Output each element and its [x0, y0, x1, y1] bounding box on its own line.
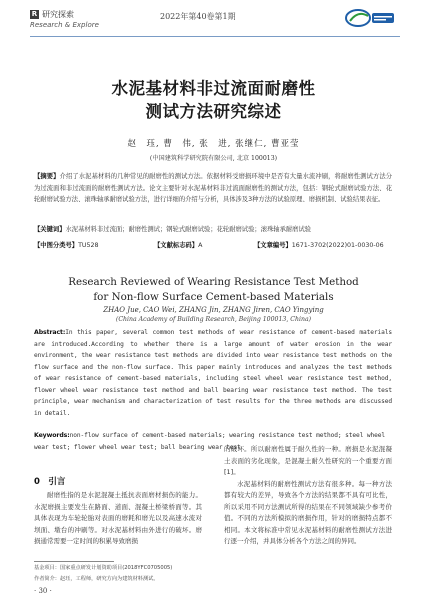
clc-label: 【中图分类号】	[34, 242, 79, 249]
body-paragraph-3: 水泥基材料的耐磨性测试方法有很多种。每一种方法都有较大的差异，导致各个方法的结果都不具有可比性，所以采用不同方法测试所得的结果在不同领域缺少参考价值。不同的方法所模拟的磨损作用，针对的磨损特点都不相同。本文将标准中常见水泥基材料的耐磨性测试方法进行逐一介绍，并具体分析各个方法之间的异同。	[224, 479, 392, 545]
abstract-cn	[34, 171, 392, 206]
classification-row	[34, 240, 394, 252]
article-no-value: 1671-3702(2022)01-0030-06	[291, 242, 384, 249]
journal-name-cn: 研究探索	[42, 10, 74, 19]
body-column-right	[224, 444, 392, 570]
footnote-divider	[34, 561, 114, 562]
issue-info: 2022年第40卷第1期	[160, 12, 236, 21]
abstract-cn-label: 【摘要】	[34, 173, 60, 180]
article-no-label: 【文章编号】	[254, 242, 292, 249]
clc-value: TU528	[78, 242, 99, 249]
keywords-en-label: Keywords:	[34, 432, 70, 439]
paper-title-en-line-1: Research Reviewed of Wearing Resistance Test Method	[68, 276, 359, 288]
abstract-en	[34, 327, 392, 419]
body-column-left	[34, 490, 202, 560]
journal-badge: R	[31, 10, 38, 18]
abstract-en-label: Abstract:	[34, 329, 66, 336]
keywords-cn-text: 水泥基材料非过流面；耐磨性测试；钢轮式耐磨试验；花轮耐磨试验；滚珠轴承耐磨试验	[65, 226, 312, 233]
abstract-cn-text: 介绍了水泥基材料的几种常见的耐磨性的测试方法。依据材料受磨损环境中是否有大量水流冲刷，将耐磨性测试方法分为过流面和非过流面的耐磨性测试方法。论文主要针对水泥基材料非过流面耐磨性的测试方法，包括：钢轮式耐磨试验方法、花轮耐磨试验方法、滚珠轴承耐磨试验方法，进行详细的介绍与分析，具体涉及3种方法的试验原理、磨损机制、试验结果表征。	[34, 173, 393, 203]
authors-en: ZHAO Jue, CAO Wei, ZHANG Jin, ZHANG Jiren, CAO Yingying	[103, 306, 324, 314]
journal-name-en: Research & Explore	[30, 21, 99, 29]
abstract-en-text: In this paper, several common test methods of wear resistance of cement-based materials are introduced.According to whether there is a large amount of water erosion in the wear environment, the wear resistance test methods are divided into wear resistance test methods on the flow surface and the non-flow surface. This paper mainly introduces and analyzes the test methods of wear resistance of cement-based materials, including steel wheel wear resistance test method, flower wheel wear resistance test method and ball bearing wear resistance test method. The test principle, wear mechanism and characterization of test results for the three methods are discussed in detail.	[34, 329, 392, 417]
paper-title-line-2: 测试方法研究综述	[145, 102, 282, 121]
page-header	[0, 0, 427, 44]
doc-code-label: 【文献标志码】	[154, 242, 199, 249]
body-paragraph-1: 耐磨性指的是水泥混凝土抵抗表面磨材损伤的能力。水泥磨损主要发生在路面、道面、混凝土桥梁桥面等。其具体表现为车轮轮胎对表面的磨耗和磨光以及高速水流对坝面、墩台的冲刷等。对水泥基材料由外进行的破坏。磨损通常需要一定时间的积累导致磨损	[34, 491, 202, 545]
keywords-en-text: non-flow surface of cement-based materials; wearing resistance test method; steel wheel wear test; flower wheel wear test; ball bearing wear test	[34, 432, 386, 451]
paper-title-en-line-2: for Non-flow Surface Cement-based Materials	[93, 291, 334, 303]
affiliation-cn: (中国建筑科学研究院有限公司, 北京 100013)	[149, 155, 278, 162]
journal-logo-icon	[344, 8, 396, 28]
section-heading-intro: 0 引言	[34, 477, 66, 487]
body-paragraph-2: 的破坏。所以耐磨性属于耐久性的一种。磨损是水泥混凝土表面的劣化现象，是混凝土耐久性研究的一个重要方面[1]。	[224, 445, 392, 476]
article-no-item	[254, 240, 384, 249]
footnote-author-bio: 作者简介：赵珏，工程师，研究方向为建筑材料测试。	[34, 576, 159, 582]
authors-cn: 赵 珏, 曹 伟, 张 进, 张继仁, 曹亚莹	[127, 139, 300, 149]
footnote-funding: 基金项目：国家重点研发计划资助项目(2018YFC0705005)	[34, 565, 173, 571]
page-number: · 30 ·	[34, 587, 52, 595]
paper-title-line-1: 水泥基材料非过流面耐磨性	[111, 79, 316, 98]
clc-item	[34, 240, 99, 249]
affiliation-en: (China Academy of Building Research, Beijing 100013, China)	[115, 316, 312, 323]
keywords-cn	[34, 224, 392, 235]
doc-code-value: A	[198, 242, 203, 249]
doc-code-item	[154, 240, 202, 249]
header-divider	[30, 36, 400, 37]
keywords-cn-label: 【关键词】	[34, 226, 66, 233]
